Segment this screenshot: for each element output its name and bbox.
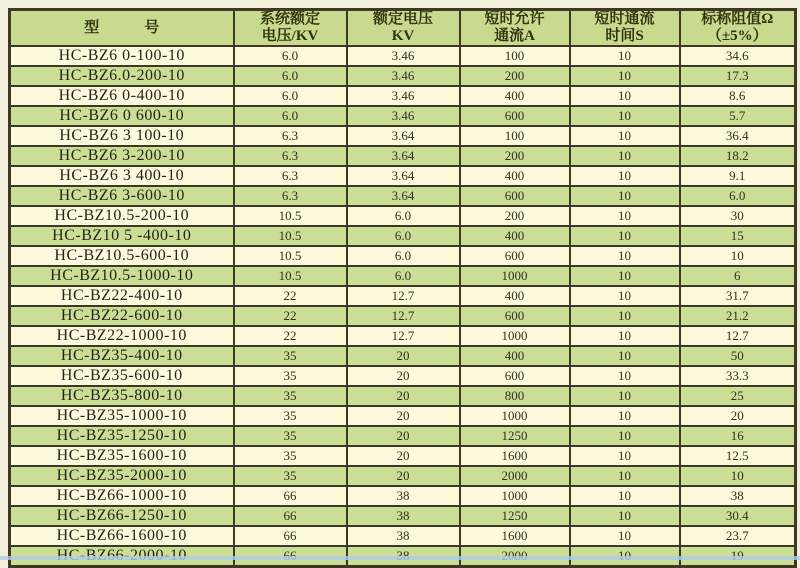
cell-resistance: 12.7 [680, 326, 796, 346]
col-header-sys-voltage-line2: 电压/KV [261, 28, 319, 44]
cell-sys_voltage: 6.0 [234, 66, 347, 86]
cell-time: 10 [570, 386, 680, 406]
cell-time: 10 [570, 206, 680, 226]
cell-sys_voltage: 35 [234, 386, 347, 406]
cell-model: HC-BZ35-1250-10 [10, 426, 234, 446]
cell-rated_voltage: 3.64 [347, 186, 460, 206]
table-row [10, 286, 796, 306]
cell-current: 600 [460, 186, 570, 206]
cell-current: 100 [460, 126, 570, 146]
table-row [10, 446, 796, 466]
cell-current: 100 [460, 46, 570, 66]
cell-current: 600 [460, 306, 570, 326]
cell-model: HC-BZ10 5 -400-10 [10, 226, 234, 246]
cell-current: 200 [460, 66, 570, 86]
cell-sys_voltage: 66 [234, 526, 347, 546]
cell-resistance: 30.4 [680, 506, 796, 526]
cell-model: HC-BZ66-1000-10 [10, 486, 234, 506]
cell-resistance: 30 [680, 206, 796, 226]
cell-model: HC-BZ35-800-10 [10, 386, 234, 406]
table-row [10, 426, 796, 446]
table-row [10, 146, 796, 166]
table-row [10, 386, 796, 406]
cell-time: 10 [570, 46, 680, 66]
cell-current: 1250 [460, 426, 570, 446]
cell-time: 10 [570, 126, 680, 146]
cell-rated_voltage: 20 [347, 346, 460, 366]
cell-rated_voltage: 3.46 [347, 86, 460, 106]
cell-time: 10 [570, 326, 680, 346]
cell-current: 400 [460, 346, 570, 366]
cell-rated_voltage: 6.0 [347, 246, 460, 266]
table-row [10, 526, 796, 546]
cell-current: 1000 [460, 486, 570, 506]
cell-rated_voltage: 38 [347, 486, 460, 506]
cell-time: 10 [570, 506, 680, 526]
col-header-current-line2: 通流A [494, 28, 535, 44]
table-row [10, 306, 796, 326]
cell-rated_voltage: 20 [347, 406, 460, 426]
cell-time: 10 [570, 526, 680, 546]
cell-resistance: 8.6 [680, 86, 796, 106]
cell-resistance: 6 [680, 266, 796, 286]
table-row [10, 266, 796, 286]
cell-resistance: 50 [680, 346, 796, 366]
cell-sys_voltage: 22 [234, 286, 347, 306]
cell-resistance: 20 [680, 406, 796, 426]
table-row [10, 186, 796, 206]
table-row [10, 406, 796, 426]
cell-time: 10 [570, 406, 680, 426]
cell-model: HC-BZ66-1250-10 [10, 506, 234, 526]
cell-sys_voltage: 35 [234, 466, 347, 486]
cell-time: 10 [570, 226, 680, 246]
cell-resistance: 10 [680, 466, 796, 486]
cell-model: HC-BZ6 3-200-10 [10, 146, 234, 166]
table-row [10, 166, 796, 186]
cell-model: HC-BZ35-1000-10 [10, 406, 234, 426]
cell-sys_voltage: 22 [234, 326, 347, 346]
cell-resistance: 31.7 [680, 286, 796, 306]
cell-current: 1000 [460, 326, 570, 346]
cell-resistance: 15 [680, 226, 796, 246]
cell-time: 10 [570, 346, 680, 366]
cell-resistance: 21.2 [680, 306, 796, 326]
cell-model: HC-BZ6 0-400-10 [10, 86, 234, 106]
cell-resistance: 9.1 [680, 166, 796, 186]
table-row [10, 206, 796, 226]
cell-current: 200 [460, 206, 570, 226]
cell-model: HC-BZ35-1600-10 [10, 446, 234, 466]
cell-current: 400 [460, 86, 570, 106]
cell-resistance: 34.6 [680, 46, 796, 66]
cell-time: 10 [570, 466, 680, 486]
table-row [10, 226, 796, 246]
cell-current: 1250 [460, 506, 570, 526]
cell-current: 1000 [460, 266, 570, 286]
cell-sys_voltage: 10.5 [234, 246, 347, 266]
table-row [10, 366, 796, 386]
cell-model: HC-BZ10.5-200-10 [10, 206, 234, 226]
cell-current: 1600 [460, 526, 570, 546]
cell-model: HC-BZ22-400-10 [10, 286, 234, 306]
col-header-model [10, 10, 234, 47]
table-row [10, 326, 796, 346]
table-row [10, 506, 796, 526]
cell-resistance: 38 [680, 486, 796, 506]
cell-time: 10 [570, 366, 680, 386]
cell-resistance: 6.0 [680, 186, 796, 206]
cell-rated_voltage: 20 [347, 446, 460, 466]
table-row [10, 86, 796, 106]
cell-rated_voltage: 12.7 [347, 286, 460, 306]
cell-rated_voltage: 20 [347, 426, 460, 446]
cell-rated_voltage: 12.7 [347, 306, 460, 326]
cell-sys_voltage: 6.3 [234, 186, 347, 206]
cell-model: HC-BZ6 3-600-10 [10, 186, 234, 206]
cell-sys_voltage: 6.3 [234, 146, 347, 166]
cell-current: 800 [460, 386, 570, 406]
table-row [10, 106, 796, 126]
cell-model: HC-BZ66-1600-10 [10, 526, 234, 546]
cell-model: HC-BZ22-1000-10 [10, 326, 234, 346]
table-row [10, 66, 796, 86]
cell-sys_voltage: 6.0 [234, 46, 347, 66]
cell-resistance: 36.4 [680, 126, 796, 146]
cell-time: 10 [570, 306, 680, 326]
col-header-sys-voltage-line1: 系统额定 [259, 11, 320, 27]
cell-sys_voltage: 35 [234, 446, 347, 466]
cell-rated_voltage: 3.64 [347, 126, 460, 146]
table-row [10, 46, 796, 66]
cell-model: HC-BZ6.0-200-10 [10, 66, 234, 86]
col-header-time [570, 10, 680, 47]
cell-model: HC-BZ6 0-100-10 [10, 46, 234, 66]
cell-current: 400 [460, 286, 570, 306]
cell-time: 10 [570, 446, 680, 466]
col-header-rated-voltage-line1: 额定电压 [372, 11, 433, 27]
cell-current: 600 [460, 106, 570, 126]
spec-table-body [10, 46, 796, 567]
cell-sys_voltage: 35 [234, 346, 347, 366]
cell-sys_voltage: 35 [234, 406, 347, 426]
cell-rated_voltage: 20 [347, 466, 460, 486]
cell-sys_voltage: 10.5 [234, 226, 347, 246]
cell-time: 10 [570, 186, 680, 206]
col-header-resistance-line2: （±5%） [706, 28, 768, 44]
cell-model: HC-BZ35-2000-10 [10, 466, 234, 486]
cell-sys_voltage: 10.5 [234, 206, 347, 226]
cell-resistance: 33.3 [680, 366, 796, 386]
cell-time: 10 [570, 426, 680, 446]
cell-current: 600 [460, 246, 570, 266]
cell-rated_voltage: 6.0 [347, 226, 460, 246]
cell-sys_voltage: 6.3 [234, 166, 347, 186]
table-row [10, 466, 796, 486]
cell-model: HC-BZ6 3 100-10 [10, 126, 234, 146]
cell-sys_voltage: 6.0 [234, 106, 347, 126]
cell-sys_voltage: 66 [234, 506, 347, 526]
cell-rated_voltage: 12.7 [347, 326, 460, 346]
col-header-rated-voltage [347, 10, 460, 47]
cell-model: HC-BZ10.5-1000-10 [10, 266, 234, 286]
col-header-rated-voltage-line2: KV [391, 28, 415, 44]
col-header-resistance-line1: 标称阻值Ω [701, 11, 774, 27]
cell-sys_voltage: 66 [234, 486, 347, 506]
cell-rated_voltage: 3.46 [347, 66, 460, 86]
cell-rated_voltage: 3.64 [347, 146, 460, 166]
cell-rated_voltage: 6.0 [347, 206, 460, 226]
cell-resistance: 10 [680, 246, 796, 266]
cell-model: HC-BZ35-400-10 [10, 346, 234, 366]
cell-sys_voltage: 6.3 [234, 126, 347, 146]
cell-rated_voltage: 3.46 [347, 46, 460, 66]
col-header-time-line2: 时间S [605, 28, 644, 44]
table-row [10, 126, 796, 146]
cell-current: 400 [460, 226, 570, 246]
table-header-row [10, 10, 796, 47]
cell-sys_voltage: 22 [234, 306, 347, 326]
cell-time: 10 [570, 266, 680, 286]
col-header-current-line1: 短时允许 [484, 11, 545, 27]
table-row [10, 346, 796, 366]
cell-time: 10 [570, 106, 680, 126]
scan-edge-artifact [0, 556, 800, 560]
cell-model: HC-BZ6 0 600-10 [10, 106, 234, 126]
cell-model: HC-BZ10.5-600-10 [10, 246, 234, 266]
cell-current: 1000 [460, 406, 570, 426]
col-header-model-line1: 型 号 [84, 19, 160, 36]
cell-current: 2000 [460, 466, 570, 486]
cell-time: 10 [570, 246, 680, 266]
cell-time: 10 [570, 166, 680, 186]
cell-resistance: 18.2 [680, 146, 796, 166]
cell-rated_voltage: 20 [347, 386, 460, 406]
cell-sys_voltage: 6.0 [234, 86, 347, 106]
cell-current: 1600 [460, 446, 570, 466]
cell-model: HC-BZ35-600-10 [10, 366, 234, 386]
cell-rated_voltage: 38 [347, 526, 460, 546]
cell-time: 10 [570, 66, 680, 86]
cell-sys_voltage: 35 [234, 426, 347, 446]
cell-sys_voltage: 35 [234, 366, 347, 386]
spec-table [8, 8, 797, 568]
cell-resistance: 5.7 [680, 106, 796, 126]
cell-resistance: 17.3 [680, 66, 796, 86]
cell-rated_voltage: 3.64 [347, 166, 460, 186]
cell-resistance: 12.5 [680, 446, 796, 466]
cell-rated_voltage: 3.46 [347, 106, 460, 126]
table-header [10, 10, 796, 47]
col-header-sys-voltage [234, 10, 347, 47]
cell-model: HC-BZ22-600-10 [10, 306, 234, 326]
cell-rated_voltage: 20 [347, 366, 460, 386]
cell-model: HC-BZ6 3 400-10 [10, 166, 234, 186]
table-row [10, 246, 796, 266]
table-row [10, 486, 796, 506]
cell-rated_voltage: 6.0 [347, 266, 460, 286]
cell-rated_voltage: 38 [347, 506, 460, 526]
cell-time: 10 [570, 286, 680, 306]
cell-current: 600 [460, 366, 570, 386]
cell-time: 10 [570, 146, 680, 166]
cell-time: 10 [570, 486, 680, 506]
cell-resistance: 23.7 [680, 526, 796, 546]
cell-current: 400 [460, 166, 570, 186]
col-header-time-line1: 短时通流 [594, 11, 655, 27]
cell-resistance: 25 [680, 386, 796, 406]
cell-resistance: 16 [680, 426, 796, 446]
cell-sys_voltage: 10.5 [234, 266, 347, 286]
cell-current: 200 [460, 146, 570, 166]
col-header-resistance [680, 10, 796, 47]
cell-time: 10 [570, 86, 680, 106]
col-header-current [460, 10, 570, 47]
